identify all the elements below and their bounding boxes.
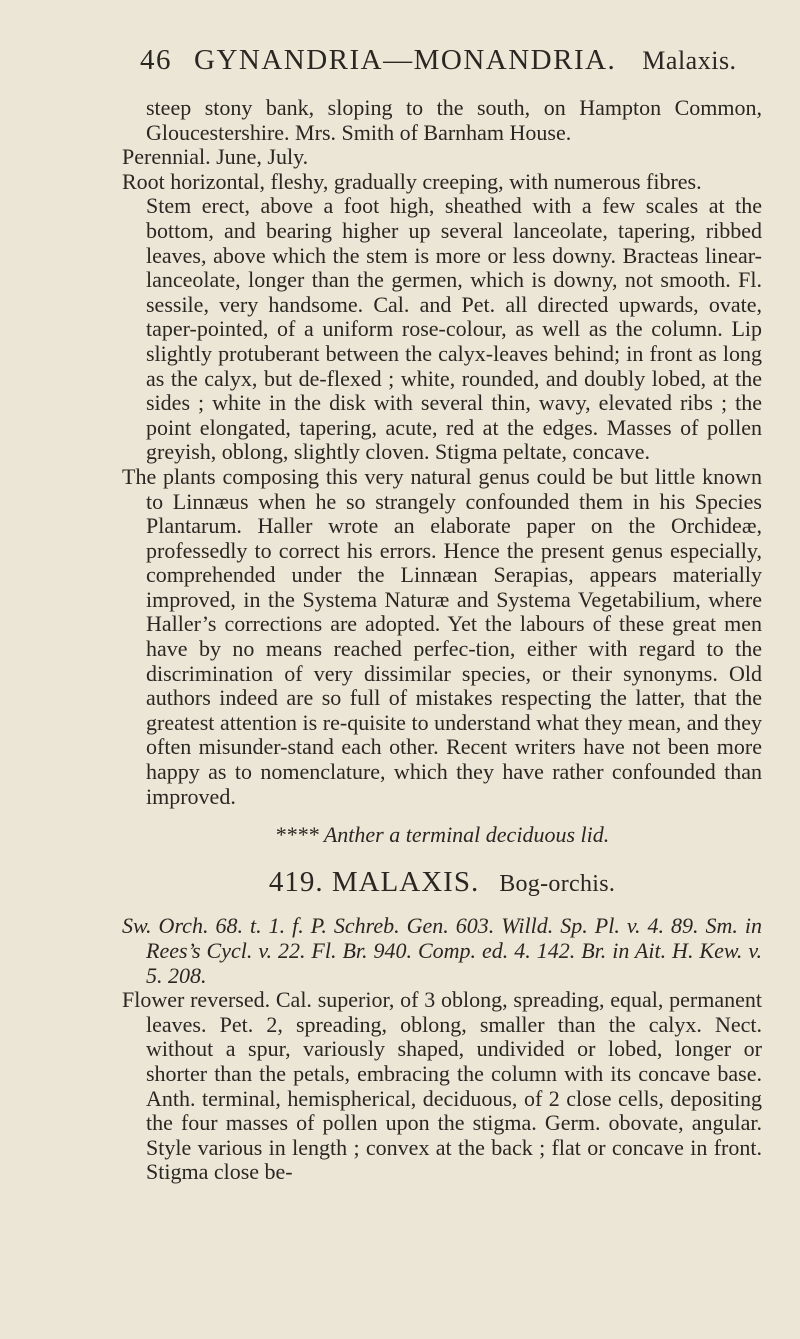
paragraph-root: Root horizontal, fleshy, gradually creeping, with numerous fibres. bbox=[122, 168, 702, 194]
genus-title: 419. MALAXIS. bbox=[268, 865, 480, 898]
paragraph-description: Stem erect, above a foot high, sheathed with a few scales at the bottom, and bearing higher up several lanceolate, tapering, ribbed leaves, above which the stem is more or less downy. Bracteas linear-lanceolate, longer than the germen, which is downy, not smooth. Fl. sessile, very handsome. Cal. and Pet. all directed upwards, ovate, taper-pointed, of a uniform rose-colour, as well as the column. Lip slightly protuberant between the calyx-leaves behind; in front as long as the calyx, but de-flexed ; white, rounded, and doubly lobed, at the sides ; white in the disk with several thin, wavy, elevated ribs ; the point elongated, tapering, acute, red at the edges. Masses of pollen greyish, oblong, slightly cloven. Stigma peltate, concave. bbox=[146, 193, 762, 465]
body-text bbox=[122, 96, 762, 1185]
species-heading bbox=[122, 865, 762, 898]
paragraph-duration: Perennial. June, July. bbox=[122, 144, 309, 170]
footnote: **** Anther a terminal deciduous lid. bbox=[274, 822, 610, 848]
common-name: Bog-orchis. bbox=[499, 870, 616, 897]
running-genus: Malaxis. bbox=[642, 46, 737, 75]
page-number: 46 bbox=[140, 44, 172, 76]
genus-description: Flower reversed. Cal. superior, of 3 oblong, spreading, equal, permanent leaves. Pet. 2, spreading, oblong, smaller than the calyx. Nect. without a spur, variously shaped, undivided or lobed, longer or shorter than the petals, embracing the column with its concave base. Anth. terminal, hemispherical, deciduous, of 2 close cells, depositing the four masses of pollen upon the stigma. Germ. obovate, angular. Style various in length ; convex at the back ; flat or concave in front. Stigma close be- bbox=[122, 987, 762, 1185]
paragraph-remarks: The plants composing this very natural genus could be but little known to Linnæus when he so strangely confounded them in his Species Plantarum. Haller wrote an elaborate paper on the Orchideæ, professedly to correct his errors. Hence the present genus especially, comprehended under the Linnæan Serapias, appears materially improved, in the Systema Naturæ and Systema Vegetabilium, where Haller’s corrections are adopted. Yet the labours of these great men have by no means reached perfec-tion, either with regard to the discrimination of very dissimilar species, or their synonyms. Old authors indeed are so full of mistakes respecting the latter, that the greatest attention is re-quisite to understand what they mean, and they often misunder-stand each other. Recent writers have not been more happy as to nomenclature, which they have rather confounded than improved. bbox=[122, 463, 762, 809]
references: Sw. Orch. 68. t. 1. f. P. Schreb. Gen. 603. Willd. Sp. Pl. v. 4. 89. Sm. in Rees’s Cycl. v. 22. Fl. Br. 940. Comp. ed. 4. 142. Br. in Ait. H. Kew. v. 5. 208. bbox=[122, 913, 762, 988]
running-title: GYNANDRIA—MONANDRIA. bbox=[194, 44, 617, 76]
paragraph-locality: steep stony bank, sloping to the south, on Hampton Common, Gloucestershire. Mrs. Smith of Barnham House. bbox=[146, 95, 762, 145]
running-header bbox=[140, 44, 760, 77]
